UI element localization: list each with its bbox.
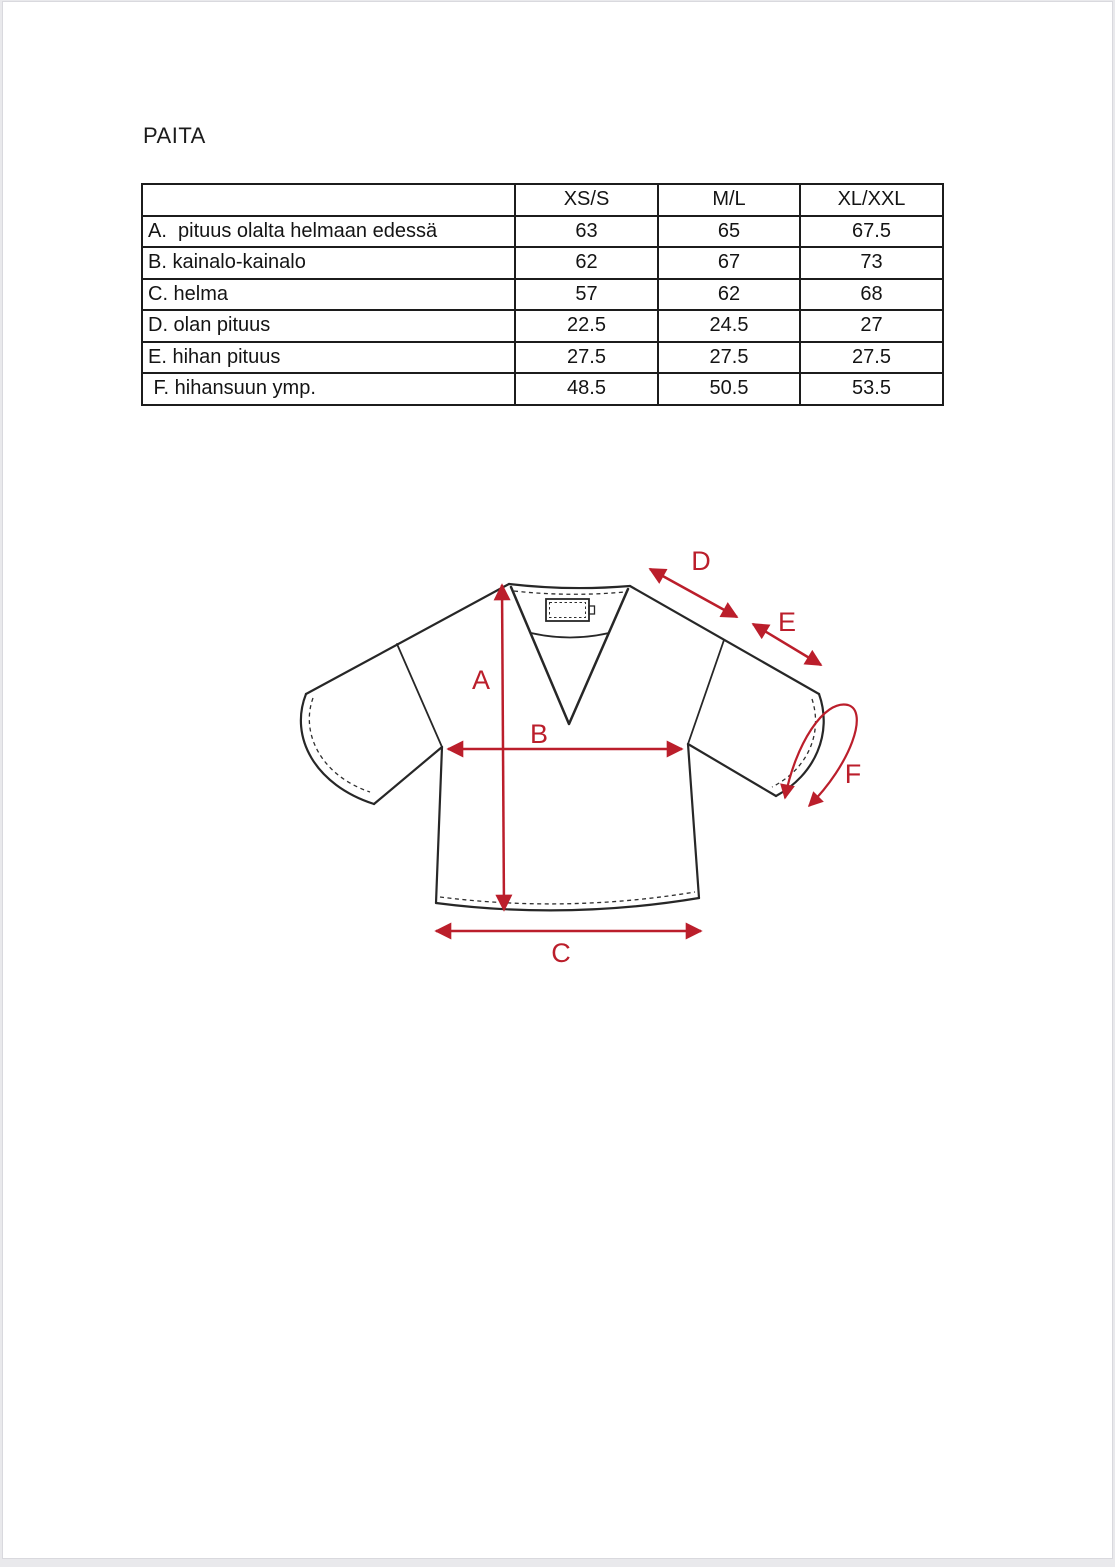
measure-value-cell: 63	[515, 216, 658, 248]
measure-value-cell: 27.5	[800, 342, 943, 374]
hem-stitch-line	[440, 892, 695, 904]
measure-label-cell: C. helma	[142, 279, 515, 311]
measure-letter-a: A	[471, 665, 491, 695]
measure-value-cell: 27.5	[658, 342, 800, 374]
measure-value-cell: 24.5	[658, 310, 800, 342]
table-row	[142, 373, 943, 405]
table-row	[142, 216, 943, 248]
shirt-measurement-diagram	[271, 521, 901, 991]
left-cuff-stitch	[309, 698, 370, 792]
neck-stitch-line	[514, 591, 625, 594]
measure-arrow-f	[785, 704, 857, 806]
measure-value-cell: 22.5	[515, 310, 658, 342]
size-table-header-row	[142, 184, 943, 216]
measure-label-cell: B. kainalo-kainalo	[142, 247, 515, 279]
measure-arrow-a	[502, 585, 504, 910]
measure-value-cell: 53.5	[800, 373, 943, 405]
measure-value-cell: 67	[658, 247, 800, 279]
measure-value-cell: 73	[800, 247, 943, 279]
size-header-m-l: M/L	[658, 184, 800, 216]
size-header-xs-s: XS/S	[515, 184, 658, 216]
right-sleeve-seam	[688, 640, 724, 744]
measure-value-cell: 68	[800, 279, 943, 311]
right-cuff-stitch	[772, 699, 816, 787]
measure-letter-d: D	[691, 546, 711, 576]
size-header-xl-xxl: XL/XXL	[800, 184, 943, 216]
measure-label-cell: A. pituus olalta helmaan edessä	[142, 216, 515, 248]
shirt-outline	[301, 584, 824, 910]
size-table	[141, 183, 944, 406]
table-row	[142, 279, 943, 311]
left-sleeve-seam	[397, 644, 442, 747]
measure-value-cell: 27	[800, 310, 943, 342]
table-row	[142, 247, 943, 279]
measure-label-cell: D. olan pituus	[142, 310, 515, 342]
back-neck-curve	[531, 633, 609, 638]
measure-value-cell: 27.5	[515, 342, 658, 374]
measure-label-cell: F. hihansuun ymp.	[142, 373, 515, 405]
measure-letter-f: F	[844, 759, 862, 789]
measure-value-cell: 57	[515, 279, 658, 311]
measure-value-cell: 48.5	[515, 373, 658, 405]
page-title: PAITA	[143, 123, 206, 148]
size-table-corner-cell	[142, 184, 515, 216]
measure-value-cell: 65	[658, 216, 800, 248]
measure-value-cell: 50.5	[658, 373, 800, 405]
measure-label-cell: E. hihan pituus	[142, 342, 515, 374]
measure-letter-b: B	[529, 719, 549, 749]
table-row	[142, 342, 943, 374]
neck-tag	[546, 599, 595, 621]
measure-letter-c: C	[551, 938, 571, 968]
measure-value-cell: 62	[658, 279, 800, 311]
measure-value-cell: 62	[515, 247, 658, 279]
table-row	[142, 310, 943, 342]
measure-arrow-d	[650, 569, 737, 617]
measure-letter-e: E	[777, 607, 797, 637]
document-page	[2, 1, 1113, 1559]
measure-value-cell: 67.5	[800, 216, 943, 248]
